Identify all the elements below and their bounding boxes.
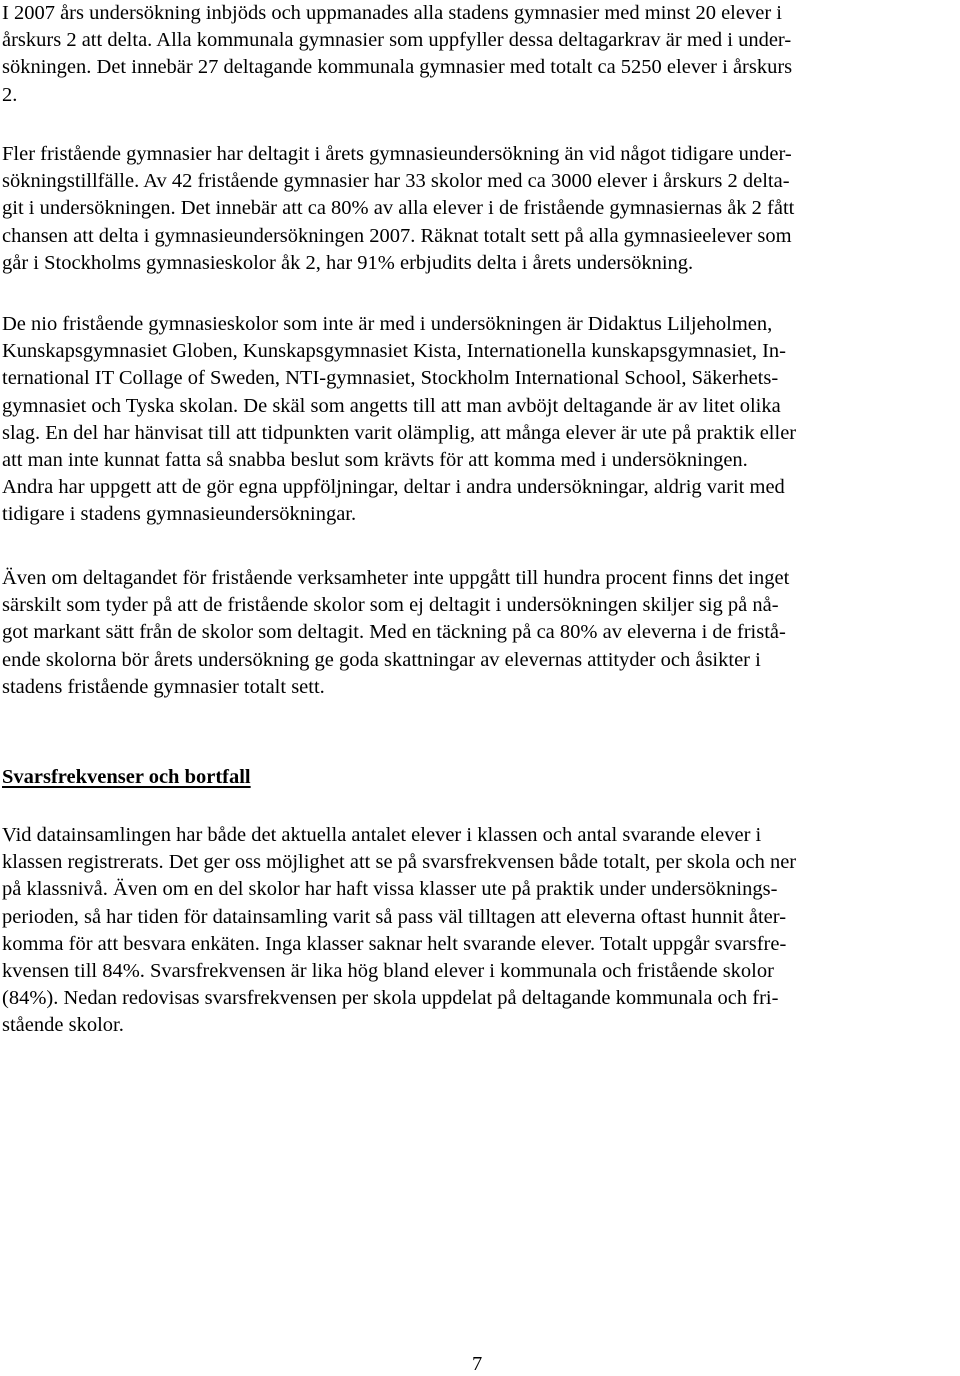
text-line: sökningen. Det innebär 27 deltagande kommunala gymnasier med totalt ca 5250 elever i årskurs: [2, 56, 793, 79]
section-heading: Svarsfrekvenser och bortfall: [2, 766, 251, 788]
text-line: got markant sätt från de skolor som deltagit. Med en täckning på ca 80% av eleverna i de fristå-: [2, 621, 786, 644]
text-line: slag. En del har hänvisat till att tidpunkten varit olämplig, att många elever är ute på praktik eller: [2, 421, 797, 444]
paragraph-response-rates: [2, 822, 796, 1040]
text-line: git i undersökningen. Det innebär att ca 80% av alla elever i de fristående gymnasiernas åk 2 fått: [2, 197, 795, 220]
paragraph-independent-schools: [2, 141, 794, 277]
text-line: komma för att besvara enkäten. Inga klasser saknar helt svarande elever. Totalt uppgår svarsfre-: [2, 932, 787, 955]
text-line: gymnasiet och Tyska skolan. De skäl som angetts till att man avböjt deltagande är av litet olika: [2, 394, 781, 417]
text-line: ternational IT Collage of Sweden, NTI-gymnasiet, Stockholm International School, Säkerhets-: [2, 367, 779, 390]
text-line: på klassnivå. Även om en del skolor har haft vissa klasser ute på praktik under undersöknings-: [2, 878, 778, 901]
text-line: I 2007 års undersökning inbjöds och uppmanades alla stadens gymnasier med minst 20 elever i: [2, 2, 782, 24]
text-line: särskilt som tyder på att de fristående skolor som ej deltagit i undersökningen skiljer sig på nå-: [2, 594, 779, 617]
text-line: stadens fristående gymnasier totalt sett.: [2, 675, 325, 698]
text-line: De nio fristående gymnasieskolor som inte är med i undersökningen är Didaktus Liljeholmen,: [2, 313, 773, 335]
text-line: Vid datainsamlingen har både det aktuella antalet elever i klassen och antal svarande elever i: [2, 824, 762, 846]
text-line: perioden, så har tiden för datainsamling varit så pass väl tilltagen att eleverna oftast hunnit åter-: [2, 905, 787, 928]
text-line: årskurs 2 att delta. Alla kommunala gymnasier som uppfyller dessa deltagarkrav är med i under-: [2, 29, 792, 52]
text-line: Kunskapsgymnasiet Globen, Kunskapsgymnasiet Kista, Internationella kunskapsgymnasiet, In-: [2, 340, 786, 363]
text-line: tidigare i stadens gymnasieundersökningar.: [2, 503, 357, 526]
paragraph-non-participating-schools: [2, 311, 796, 529]
paragraph-representativeness: [2, 565, 789, 701]
text-line: sökningstillfälle. Av 42 fristående gymnasier har 33 skolor med ca 3000 elever i årskurs 2 delta-: [2, 170, 790, 193]
text-line: Fler fristående gymnasier har deltagit i årets gymnasieundersökning än vid något tidigare under-: [2, 143, 792, 165]
text-line: (84%). Nedan redovisas svarsfrekvensen per skola uppdelat på deltagande kommunala och fri-: [2, 987, 779, 1010]
text-line: stående skolor.: [2, 1014, 124, 1037]
text-line: att man inte kunnat fatta så snabba beslut som krävts för att komma med i undersökningen.: [2, 449, 748, 472]
text-line: ende skolorna bör årets undersökning ge goda skattningar av elevernas attityder och åsikter i: [2, 648, 761, 671]
text-line: Även om deltagandet för fristående verksamheter inte uppgått till hundra procent finns det inget: [2, 567, 790, 589]
text-line: 2.: [2, 83, 18, 106]
text-line: chansen att delta i gymnasieundersökningen 2007. Räknat totalt sett på alla gymnasieelever som: [2, 224, 792, 247]
page-number: 7: [472, 1353, 483, 1375]
text-line: kvensen till 84%. Svarsfrekvensen är lika hög bland elever i kommunala och fristående skolor: [2, 960, 774, 983]
text-line: går i Stockholms gymnasieskolor åk 2, har 91% erbjudits delta i årets undersökning.: [2, 251, 694, 274]
paragraph-survey-invitation: [2, 0, 792, 109]
text-line: klassen registrerats. Det ger oss möjlighet att se på svarsfrekvensen både totalt, per skola och ner: [2, 851, 797, 874]
text-line: Andra har uppgett att de gör egna uppföljningar, deltar i andra undersökningar, aldrig varit med: [2, 476, 785, 499]
